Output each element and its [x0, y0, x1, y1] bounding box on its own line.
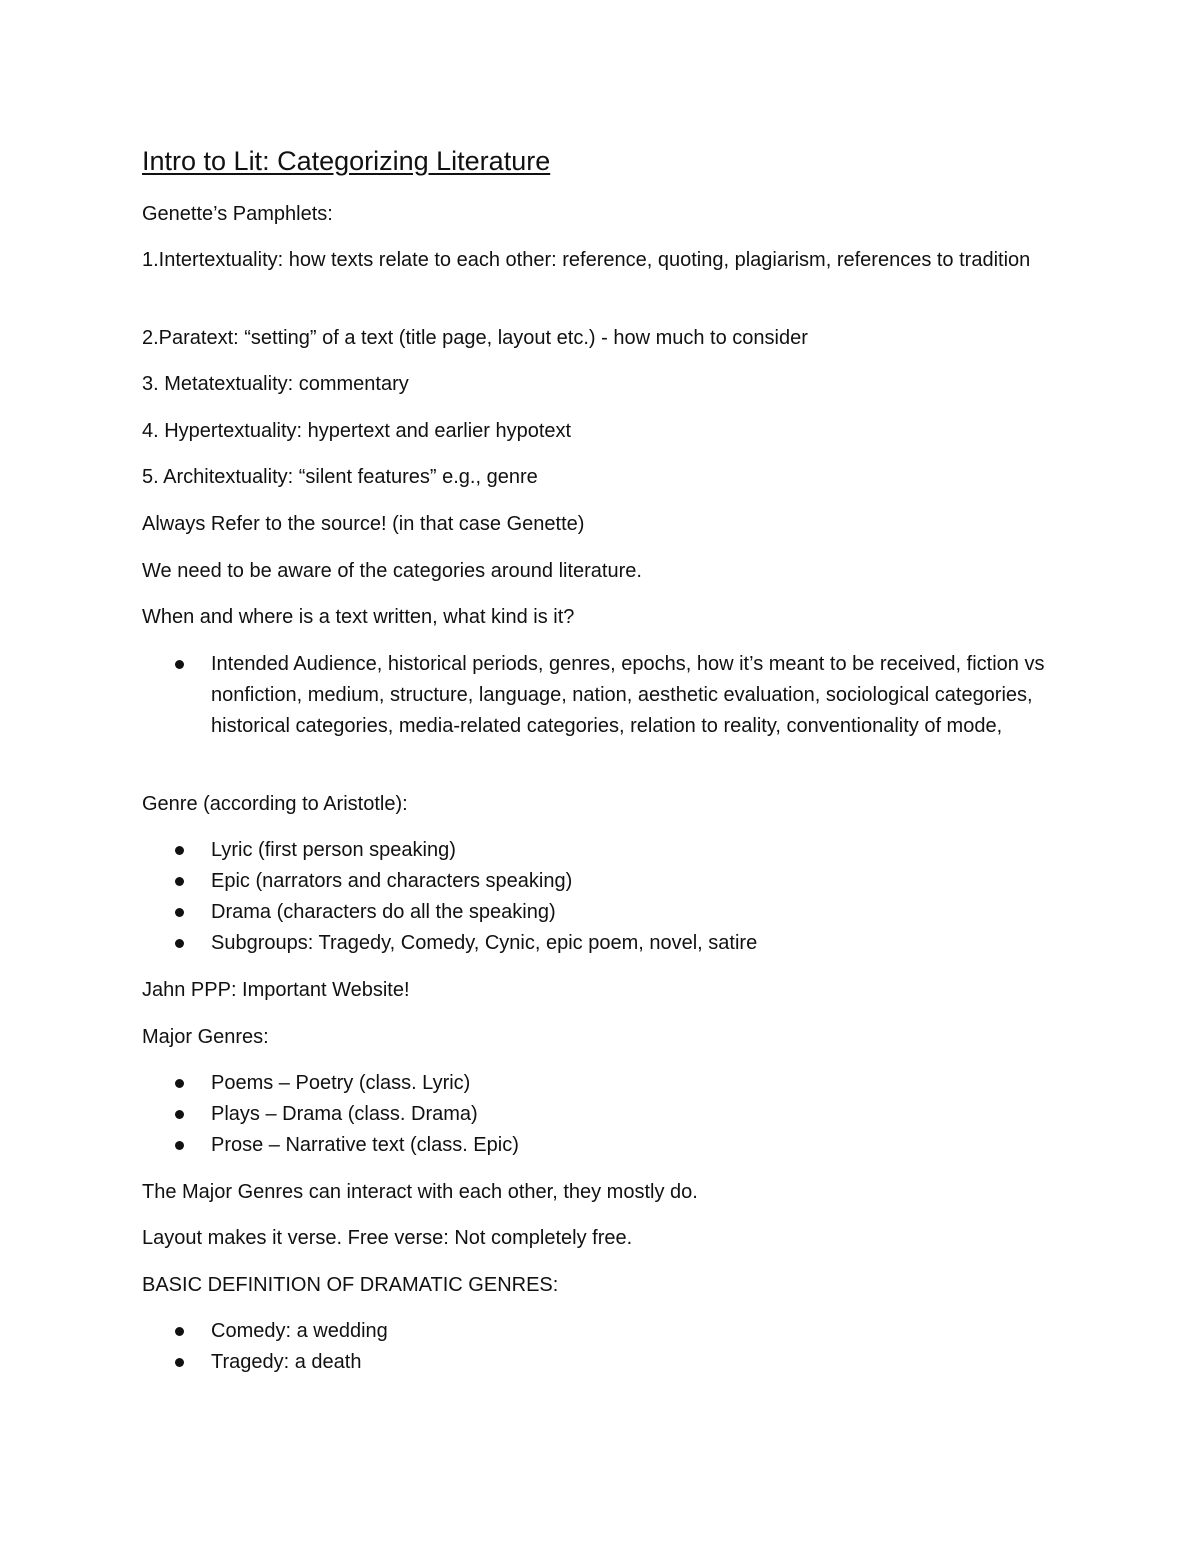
paratext-item: 2.Paratext: “setting” of a text (title page, layout etc.) - how much to consider — [142, 327, 808, 349]
bullet-icon — [175, 1079, 184, 1088]
jahn-note: Jahn PPP: Important Website! — [142, 979, 410, 1001]
metatextuality-item: 3. Metatextuality: commentary — [142, 373, 409, 395]
intertextuality-item — [142, 245, 1047, 276]
genre-bullet-drama: Drama (characters do all the speaking) — [211, 901, 556, 923]
dramatic-bullet-tragedy: Tragedy: a death — [211, 1351, 362, 1373]
interact-note: The Major Genres can interact with each other, they mostly do. — [142, 1181, 698, 1203]
bullet-icon — [175, 1327, 184, 1336]
bullet-icon — [175, 1141, 184, 1150]
bullet-icon — [175, 877, 184, 886]
intertextuality-text: how texts relate to each other: reference, quoting, plagiarism, references to tradition — [283, 249, 1031, 271]
major-bullet-prose: Prose – Narrative text (class. Epic) — [211, 1134, 519, 1156]
genette-heading: Genette’s Pamphlets: — [142, 203, 333, 225]
bullet-icon — [175, 1358, 184, 1367]
intertextuality-label: 1.Intertextuality: — [142, 249, 284, 271]
major-bullet-plays: Plays – Drama (class. Drama) — [211, 1103, 478, 1125]
categories-bullet: Intended Audience, historical periods, genres, epochs, how it’s meant to be received, fiction vs nonfiction, medium, structure, language, nation, aesthetic evaluation, sociological categories, historical categories, media-related categories, relation to reality, conventionality of mode, — [211, 653, 1045, 737]
genre-bullet-epic: Epic (narrators and characters speaking) — [211, 870, 573, 892]
when-where-note: When and where is a text written, what kind is it? — [142, 606, 575, 628]
architextuality-item: 5. Architextuality: “silent features” e.g., genre — [142, 466, 538, 488]
genre-heading: Genre (according to Aristotle): — [142, 793, 408, 815]
hypertextuality-item: 4. Hypertextuality: hypertext and earlier hypotext — [142, 420, 572, 442]
bullet-icon — [175, 1110, 184, 1119]
major-bullet-poems: Poems – Poetry (class. Lyric) — [211, 1072, 471, 1094]
bullet-icon — [175, 908, 184, 917]
bullet-icon — [175, 939, 184, 948]
refer-source-note: Always Refer to the source! (in that case Genette) — [142, 513, 585, 535]
be-aware-note: We need to be aware of the categories around literature. — [142, 560, 642, 582]
bullet-icon — [175, 846, 184, 855]
layout-verse-note: Layout makes it verse. Free verse: Not completely free. — [142, 1227, 633, 1249]
genre-bullet-subgroups: Subgroups: Tragedy, Comedy, Cynic, epic poem, novel, satire — [211, 932, 758, 954]
dramatic-genres-heading: BASIC DEFINITION OF DRAMATIC GENRES: — [142, 1274, 559, 1296]
major-genres-heading: Major Genres: — [142, 1026, 269, 1048]
genre-bullet-lyric: Lyric (first person speaking) — [211, 839, 456, 861]
dramatic-bullet-comedy: Comedy: a wedding — [211, 1320, 388, 1342]
bullet-icon — [175, 660, 184, 669]
page-title: Intro to Lit: Categorizing Literature — [142, 146, 551, 176]
